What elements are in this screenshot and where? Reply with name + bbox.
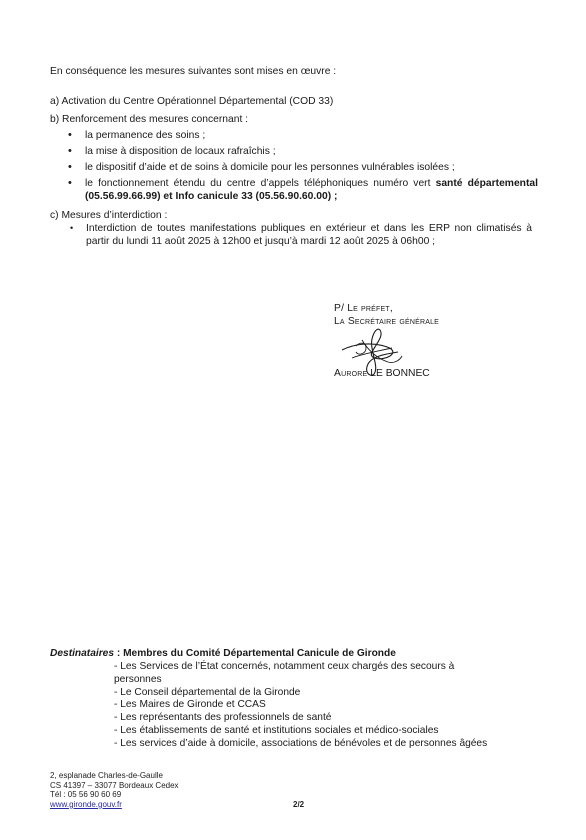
footer-website-link[interactable]: www.gironde.gouv.fr (50, 799, 122, 809)
recipient-item: - Le Conseil départemental de la Gironde (114, 686, 301, 698)
recipients-heading: Membres du Comité Départemental Canicule de Gironde (123, 648, 396, 659)
recipients-separator: : (114, 648, 124, 659)
recipient-item: - Les représentants des professionnels de santé (114, 712, 332, 724)
list-item-text: la permanence des soins ; (85, 130, 206, 141)
signatory-name (334, 367, 430, 380)
bullet: • (68, 177, 72, 189)
list-item (70, 222, 532, 249)
list-item (68, 177, 538, 204)
recipient-item: - Les établissements de santé et institutions sociales et médico-sociales (114, 724, 439, 736)
list-item-text: Interdiction de toutes manifestations publiques en extérieur et dans les ERP non climatisés à partir du lundi 11 août 2025 à 12h00 et jusqu’à mardi 12 août 2025 à 06h00 ; (86, 223, 532, 248)
intro-text: En conséquence les mesures suivantes sont mises en œuvre : (50, 66, 337, 77)
footer-phone: Tél : 05 56 90 60 69 (50, 790, 122, 800)
recipient-item: - Les services d’aide à domicile, associations de bénévoles et de personnes âgées (114, 737, 488, 749)
page-number: 2/2 (293, 800, 305, 809)
footer-address (50, 771, 179, 809)
recipients-list (114, 661, 487, 751)
recipients-heading-line (50, 648, 396, 661)
bullet: • (68, 161, 72, 173)
list-item (68, 145, 538, 161)
list-item-text: le fonctionnement étendu du centre d’appels téléphoniques numéro vert (85, 178, 436, 189)
list-item-bold-text: santé départemental (05.56.99.66.99) et Info canicule 33 (05.56.90.60.00) ; (85, 178, 538, 203)
signature-line-2: La Secrétaire générale (334, 316, 440, 327)
signatory-first-name: Aurore (334, 368, 368, 379)
signatory-last-name: LE BONNEC (370, 368, 430, 379)
section-c-title: c) Mesures d’interdiction : (50, 210, 168, 221)
list-item (68, 129, 538, 145)
recipient-item: - Les Maires de Gironde et CCAS (114, 699, 266, 711)
section-c-list (70, 222, 532, 249)
list-item (68, 161, 538, 177)
recipients-label: Destinataires (50, 648, 114, 659)
list-item-text: la mise à disposition de locaux rafraîchis ; (85, 146, 276, 157)
bullet: • (70, 223, 74, 233)
section-b-list (68, 129, 538, 204)
footer-address-line-2: CS 41397 – 33077 Bordeaux Cedex (50, 780, 179, 790)
footer-address-line-1: 2, esplanade Charles-de-Gaulle (50, 771, 163, 780)
bullet: • (68, 129, 72, 141)
signature-line-1: P/ Le préfet, (334, 303, 393, 314)
section-b-title: b) Renforcement des mesures concernant : (50, 114, 249, 125)
recipient-item: - Les Services de l’État concernés, notamment ceux chargés des secours à (114, 661, 455, 672)
section-a: a) Activation du Centre Opérationnel Départemental (COD 33) (50, 96, 334, 107)
list-item-text: le dispositif d’aide et de soins à domicile pour les personnes vulnérables isolées ; (85, 162, 455, 173)
bullet: • (68, 145, 72, 157)
recipient-item: personnes (114, 673, 162, 685)
